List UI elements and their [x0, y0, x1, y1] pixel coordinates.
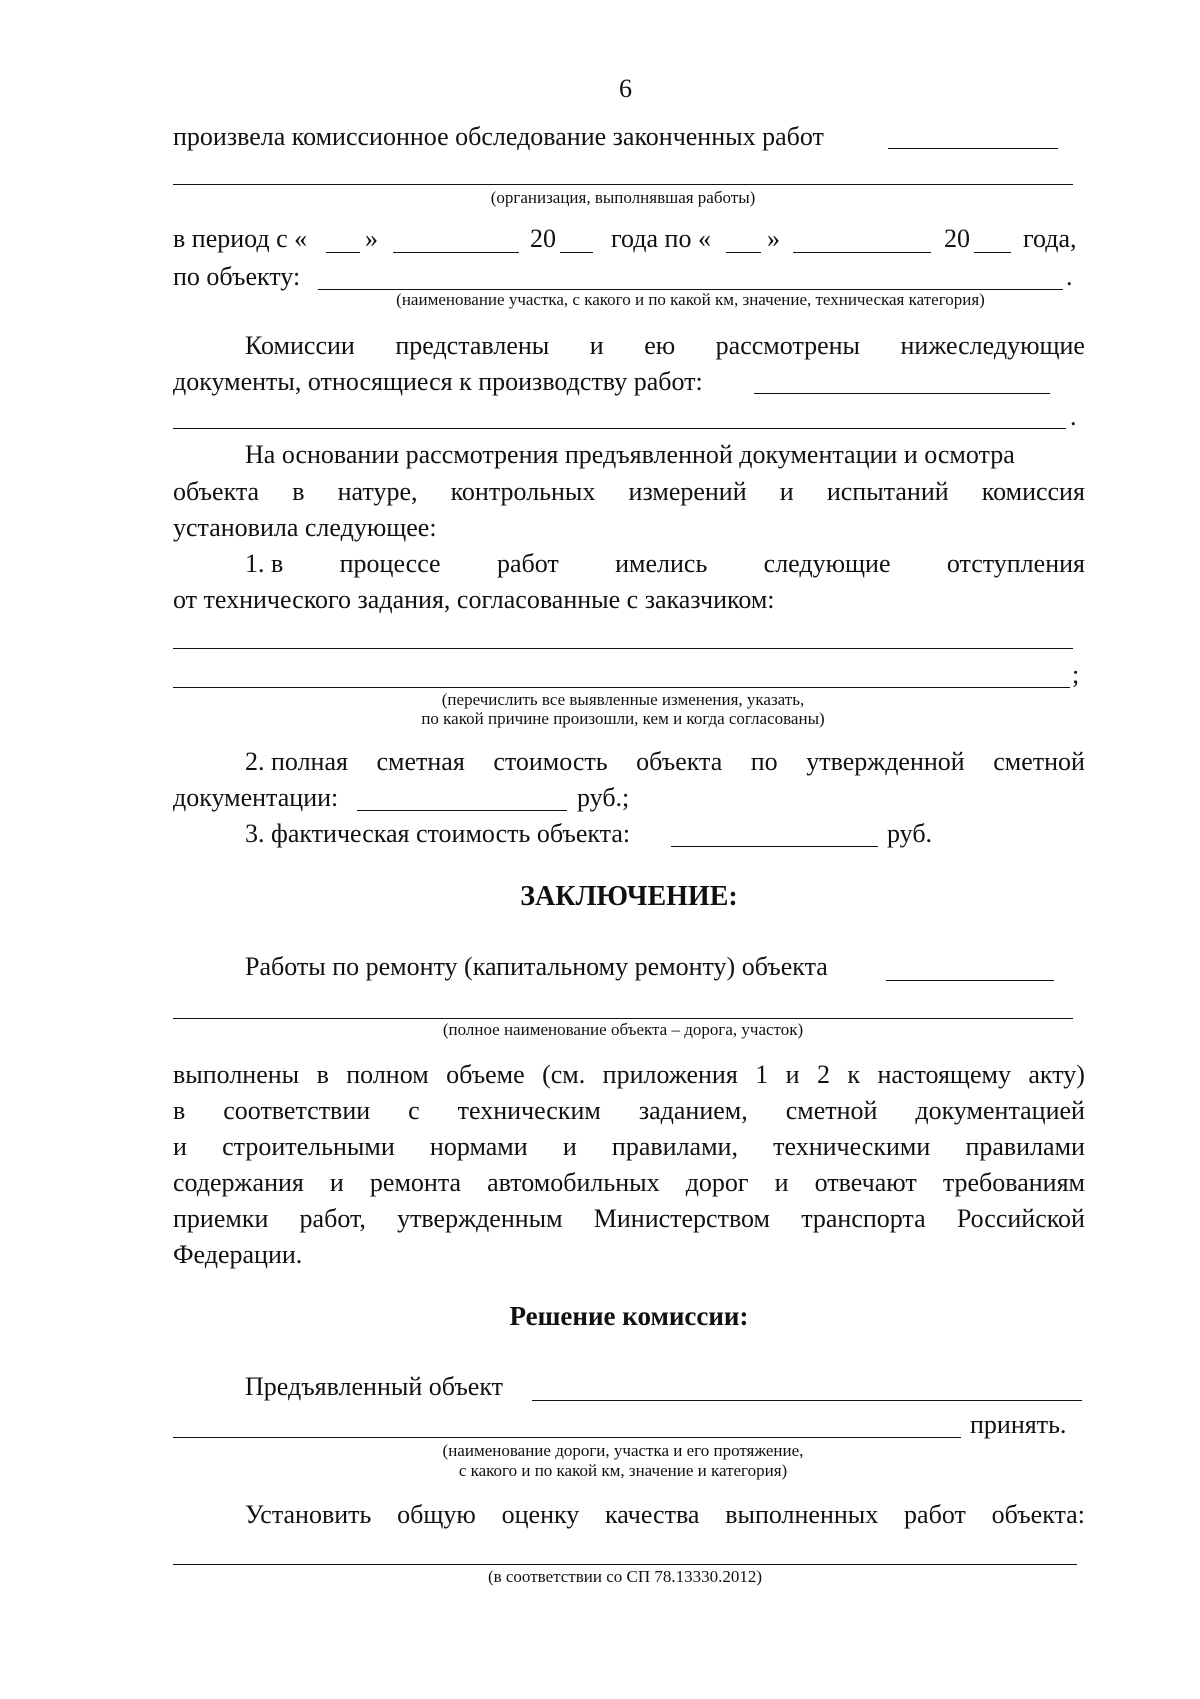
word: работ, — [299, 1204, 366, 1233]
word: работ — [496, 549, 559, 578]
item2-unit: руб.; — [577, 783, 630, 812]
word: рассмотрены — [715, 331, 860, 360]
word: испытаний — [826, 477, 949, 506]
word: Комиссии — [245, 331, 355, 360]
word: 1. в — [245, 549, 284, 578]
word: работ — [904, 1500, 966, 1529]
item2-line-2-label: документации: — [173, 783, 339, 812]
word: сметной — [993, 747, 1085, 776]
word: 2. полная — [245, 747, 348, 776]
period-mark: . — [1070, 402, 1077, 431]
quote-close: » — [365, 224, 378, 253]
word: ремонта — [369, 1168, 462, 1197]
period-line — [173, 224, 1085, 258]
word: натуре, — [337, 477, 418, 506]
accept-text: принять. — [970, 1410, 1067, 1439]
item2-line-1 — [245, 747, 1085, 777]
caption-road-2: с какого и по какой км, значение и категория) — [458, 1461, 788, 1480]
period-from-label: в период с « — [173, 224, 308, 253]
word: 1 — [755, 1060, 769, 1089]
blank-line — [173, 184, 1073, 185]
quote-close: » — [767, 224, 780, 253]
conclusion-body-line-1 — [173, 1060, 1085, 1090]
word: сметной — [785, 1096, 878, 1125]
word: и — [329, 1168, 344, 1197]
word: акту) — [1028, 1060, 1085, 1089]
word: качества — [605, 1500, 700, 1529]
blank-line — [173, 648, 1073, 649]
word: объекта: — [991, 1500, 1085, 1529]
word: оценку — [501, 1500, 580, 1529]
basis-line-3: установила следующее: — [173, 513, 437, 542]
word: техническим — [457, 1096, 601, 1125]
conclusion-body-line-5 — [173, 1204, 1085, 1234]
conclusion-line-1: Работы по ремонту (капитальному ремонту) объекта — [245, 952, 828, 981]
word: Установить — [245, 1500, 372, 1529]
page-number: 6 — [619, 74, 632, 103]
word: отступления — [946, 549, 1085, 578]
word: документацией — [915, 1096, 1085, 1125]
word: и — [562, 1132, 577, 1161]
caption-changes-2: по какой причине произошли, кем и когда согласованы) — [421, 709, 825, 728]
word: (см. — [542, 1060, 586, 1089]
word: объекта — [173, 477, 260, 506]
caption-sp: (в соответствии со СП 78.13330.2012) — [487, 1567, 763, 1586]
blank-line — [173, 1018, 1073, 1019]
documents-line-1 — [245, 331, 1085, 361]
word: транспорта — [801, 1204, 926, 1233]
blank-line — [173, 1564, 1077, 1565]
caption-changes-1: (перечислить все выявленные изменения, указать, — [441, 690, 805, 709]
conclusion-body-line-4 — [173, 1168, 1085, 1198]
blank-line — [671, 846, 878, 847]
word: Министерством — [593, 1204, 771, 1233]
item3-label: 3. фактическая стоимость объекта: — [245, 819, 631, 848]
blank-line — [357, 810, 567, 811]
conclusion-body-line-6: Федерации. — [173, 1240, 303, 1269]
word: 2 — [816, 1060, 830, 1089]
blank-line — [754, 393, 1050, 394]
word: и — [589, 331, 604, 360]
word: имелись — [615, 549, 708, 578]
word: нижеследующие — [900, 331, 1085, 360]
caption-road-1: (наименование дороги, участка и его протяжение, — [442, 1441, 804, 1460]
word: в — [173, 1096, 186, 1125]
decision-line-1: Предъявленный объект — [245, 1372, 503, 1401]
year-suffix: года, — [1023, 224, 1077, 253]
quality-line — [245, 1500, 1085, 1530]
blank-line — [393, 252, 519, 253]
word: содержания — [173, 1168, 304, 1197]
word: автомобильных — [487, 1168, 660, 1197]
word: соответствии — [223, 1096, 371, 1125]
word: полном — [346, 1060, 429, 1089]
word: правилами, — [611, 1132, 738, 1161]
word: дорог — [685, 1168, 749, 1197]
semicolon: ; — [1072, 660, 1080, 689]
word: представлены — [395, 331, 550, 360]
blank-line — [888, 148, 1058, 149]
word: требованиям — [942, 1168, 1085, 1197]
blank-line — [793, 252, 931, 253]
word: и — [173, 1132, 187, 1161]
text: На основании рассмотрения предъявленной документации и осмотра — [245, 440, 1015, 469]
word: правилами — [965, 1132, 1085, 1161]
caption-object: (наименование участка, с какого и по какой км, значение, техническая категория) — [396, 290, 985, 309]
word: к — [847, 1060, 861, 1089]
word: отвечают — [814, 1168, 917, 1197]
blank-line — [173, 1437, 961, 1438]
item1-line-2: от технического задания, согласованные с заказчиком: — [173, 585, 775, 614]
word: и — [774, 1168, 789, 1197]
period-to-label: года по « — [611, 224, 711, 253]
word: утвержденной — [806, 747, 965, 776]
word: общую — [397, 1500, 476, 1529]
basis-line-2 — [173, 477, 1085, 507]
conclusion-heading: ЗАКЛЮЧЕНИЕ: — [520, 881, 738, 912]
word: следующие — [763, 549, 891, 578]
word: измерений — [628, 477, 747, 506]
caption-organization: (организация, выполнявшая работы) — [490, 188, 756, 207]
year-prefix: 20 — [530, 224, 556, 253]
word: объекта — [636, 747, 723, 776]
word: утвержденным — [397, 1204, 563, 1233]
blank-line — [532, 1400, 1082, 1401]
word: настоящему — [877, 1060, 1011, 1089]
word: комиссия — [981, 477, 1085, 506]
word: строительными — [222, 1132, 395, 1161]
word: выполненных — [725, 1500, 879, 1529]
word: и — [779, 477, 794, 506]
word: и — [785, 1060, 800, 1089]
word: в — [316, 1060, 329, 1089]
word: выполнены — [173, 1060, 300, 1089]
caption-object-full: (полное наименование объекта – дорога, участок) — [442, 1020, 804, 1039]
blank-line — [886, 980, 1054, 981]
blank-line — [974, 252, 1011, 253]
word: нормами — [429, 1132, 528, 1161]
blank-line — [326, 252, 360, 253]
object-label: по объекту: — [173, 262, 301, 291]
word: сметная — [376, 747, 465, 776]
word: техническими — [773, 1132, 931, 1161]
word: ею — [644, 331, 676, 360]
conclusion-body-line-3 — [173, 1132, 1085, 1162]
documents-line-2: документы, относящиеся к производству работ: — [173, 367, 703, 396]
word: контрольных — [450, 477, 596, 506]
word: в — [292, 477, 305, 506]
blank-line — [560, 252, 593, 253]
year-prefix: 20 — [944, 224, 970, 253]
decision-heading: Решение комиссии: — [509, 1301, 749, 1331]
conclusion-body-line-2 — [173, 1096, 1085, 1126]
word: стоимость — [493, 747, 608, 776]
blank-line — [173, 428, 1066, 429]
basis-line-1 — [245, 440, 1085, 470]
blank-line — [726, 252, 761, 253]
intro-line-1: произвела комиссионное обследование законченных работ — [173, 122, 824, 151]
word: приложения — [602, 1060, 738, 1089]
word: с — [408, 1096, 420, 1125]
word: процессе — [339, 549, 441, 578]
item1-line-1 — [245, 549, 1085, 579]
blank-line — [173, 687, 1070, 688]
period-mark: . — [1066, 262, 1073, 291]
word: Российской — [956, 1204, 1085, 1233]
word: приемки — [173, 1204, 269, 1233]
word: по — [750, 747, 778, 776]
word: объеме — [446, 1060, 525, 1089]
item3-unit: руб. — [887, 819, 933, 848]
word: заданием, — [638, 1096, 748, 1125]
